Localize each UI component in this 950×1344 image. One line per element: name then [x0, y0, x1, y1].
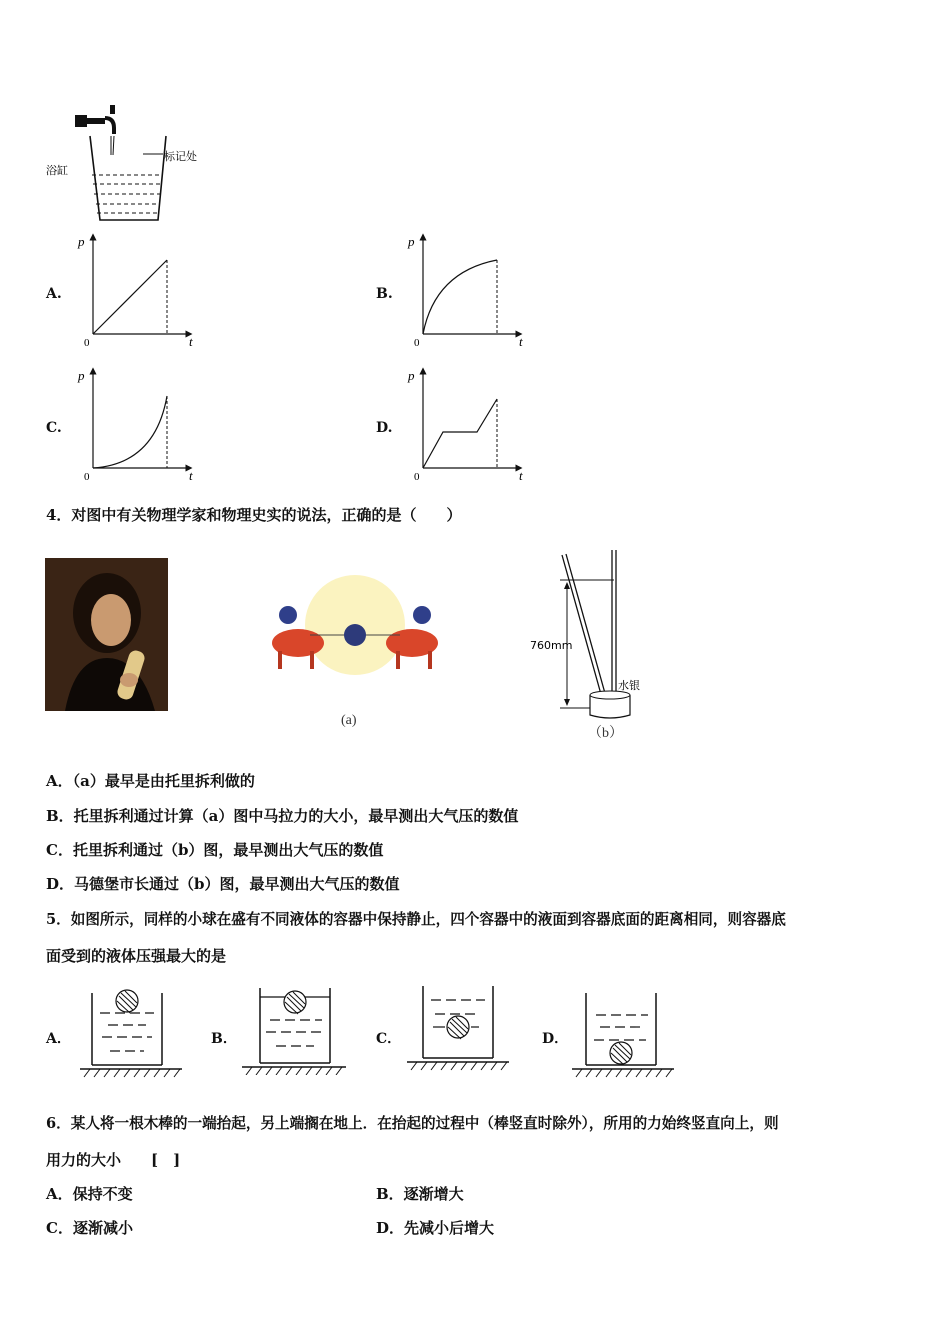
q3-graph-a[interactable]: [75, 232, 205, 350]
axis-t: t: [519, 334, 523, 349]
q6-stem-line2: 用力的大小 [ ]: [46, 1151, 181, 1169]
q6-option-a[interactable]: A．保持不变: [46, 1185, 133, 1203]
bathtub-label-left: 浴缸: [46, 164, 68, 177]
q3-graph-b[interactable]: [405, 232, 535, 350]
q6-option-c[interactable]: C．逐渐减小: [46, 1219, 133, 1237]
q6-stem-line1: 6．某人将一根木棒的一端抬起，另上端搁在地上．在抬起的过程中（棒竖直时除外），所用的力始终竖直向上，则: [46, 1115, 779, 1132]
q3-graph-d[interactable]: [405, 366, 535, 484]
q6-option-b[interactable]: B．逐渐增大: [376, 1185, 464, 1203]
q5-label-a[interactable]: A．: [46, 1031, 71, 1047]
q5-label-b[interactable]: B．: [211, 1031, 237, 1047]
origin: 0: [84, 337, 90, 349]
q5-container-d[interactable]: [570, 985, 678, 1080]
q5-stem-line1: 5．如图所示，同样的小球在盛有不同液体的容器中保持静止，四个容器中的液面到容器底面的距离相同，则容器底: [46, 911, 786, 928]
q5-label-d[interactable]: D．: [542, 1031, 569, 1047]
torricelli-portrait: [45, 558, 168, 711]
q3-graph-c[interactable]: [75, 366, 205, 484]
fig-b-mercury: 水银: [618, 679, 640, 692]
q4-option-c[interactable]: C．托里拆利通过（b）图，最早测出大气压的数值: [46, 841, 384, 859]
torricelli-tube-figure: [530, 545, 660, 745]
q4-option-d[interactable]: D．马德堡市长通过（b）图，最早测出大气压的数值: [46, 875, 400, 893]
axis-p: p: [408, 368, 415, 383]
q5-container-c[interactable]: [405, 978, 513, 1073]
axis-p: p: [408, 234, 415, 249]
q3-option-a-label[interactable]: A.: [46, 286, 62, 302]
q5-container-b[interactable]: [240, 980, 348, 1075]
q5-stem-line2: 面受到的液体压强最大的是: [46, 947, 227, 965]
q3-option-b-label[interactable]: B.: [376, 286, 393, 302]
axis-t: t: [189, 334, 193, 349]
q4-stem: 4．对图中有关物理学家和物理史实的说法，正确的是（ ）: [46, 506, 462, 524]
origin: 0: [84, 471, 90, 483]
q4-option-a[interactable]: A．（a）最早是由托里拆利做的: [46, 772, 255, 790]
fig-b-height: 760mm: [530, 639, 573, 652]
q5-container-a[interactable]: [78, 985, 186, 1080]
bathtub-figure: [40, 100, 230, 225]
axis-p: p: [78, 234, 85, 249]
axis-t: t: [519, 468, 523, 483]
q3-option-c-label[interactable]: C.: [46, 420, 62, 436]
fig-a-caption: (a): [341, 713, 357, 728]
q4-option-b[interactable]: B．托里拆利通过计算（a）图中马拉力的大小，最早测出大气压的数值: [46, 807, 519, 825]
q6-option-d[interactable]: D．先减小后增大: [376, 1219, 495, 1237]
bathtub-label-right: 标记处: [164, 150, 197, 163]
q3-option-d-label[interactable]: D.: [376, 420, 393, 436]
axis-t: t: [189, 468, 193, 483]
axis-p: p: [78, 368, 85, 383]
fig-b-caption: （b）: [588, 726, 623, 741]
magdeburg-hemispheres-figure: [250, 565, 465, 735]
q5-label-c[interactable]: C．: [376, 1031, 402, 1047]
origin: 0: [414, 471, 420, 483]
origin: 0: [414, 337, 420, 349]
